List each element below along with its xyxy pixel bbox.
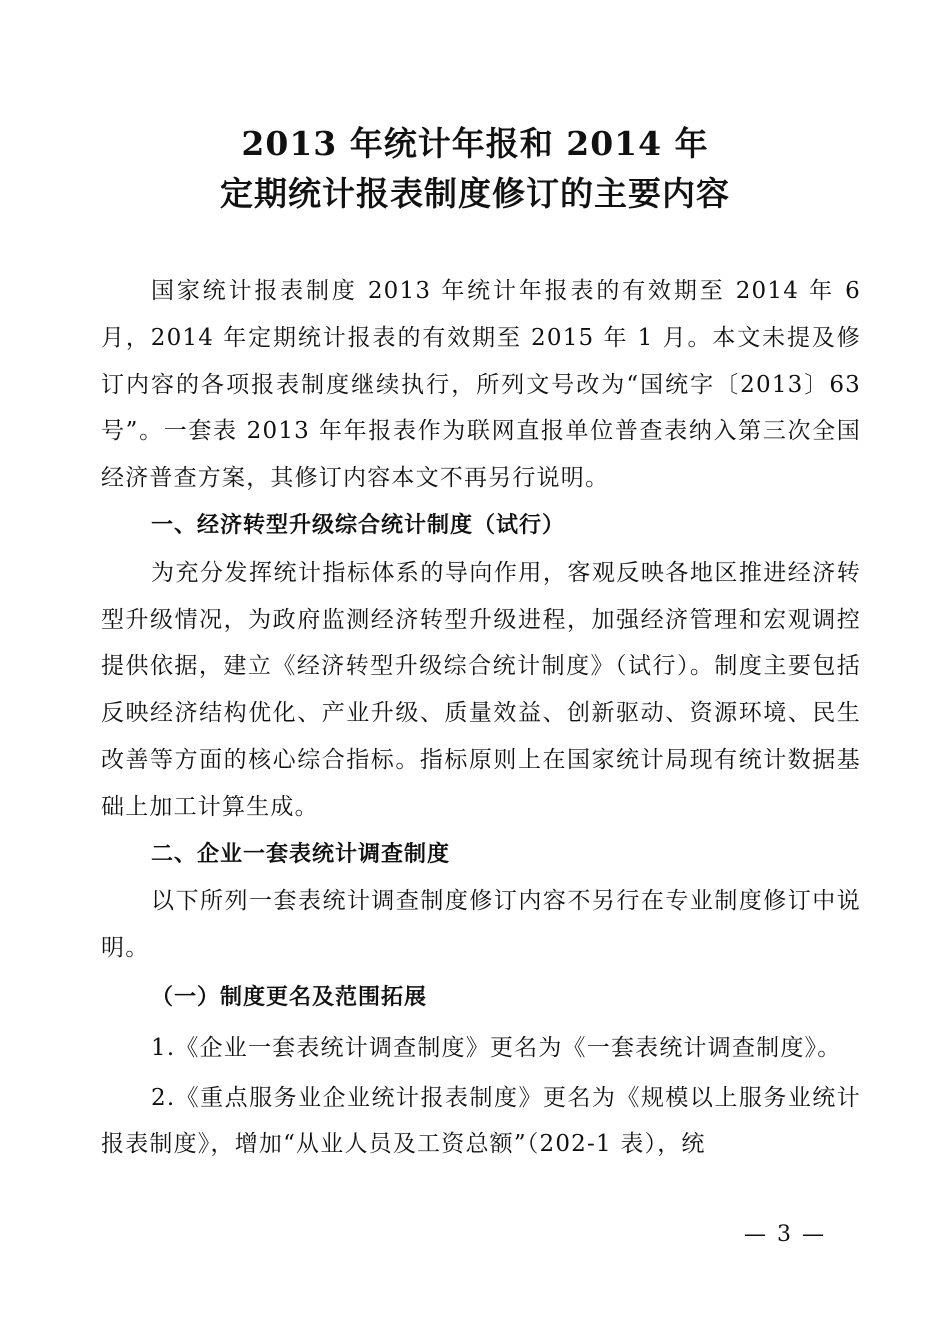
section-1-paragraph: 为充分发挥统计指标体系的导向作用，客观反映各地区推进经济转型升级情况，为政府监测经济转型升级进程，加强经济管理和宏观调控提供依据，建立《经济转型升级综合统计制度》（试行）。制度主要包括反映经济结构优化、产业升级、质量效益、创新驱动、资源环境、民生改善等方面的核心综合指标。指标原则上在国家统计局现有统计数据基础上加工计算生成。: [101, 559, 861, 820]
section-heading-1: 一、经济转型升级综合统计制度（试行）: [151, 512, 566, 538]
list-item-2: 2.《重点服务业企业统计报表制度》更名为《规模以上服务业统计报表制度》，增加“从业人员及工资总额”（202-1 表），统: [101, 1084, 861, 1158]
document-body: [101, 268, 861, 1168]
document-title-line-1: 2013 年统计年报和 2014 年: [241, 124, 709, 163]
subsection-heading-1: （一）制度更名及范围拓展: [151, 984, 428, 1010]
page-number: — 3 —: [744, 1222, 826, 1247]
intro-paragraph: 国家统计报表制度 2013 年统计年报表的有效期至 2014 年 6 月，2014 年定期统计报表的有效期至 2015 年 1 月。本文未提及修订内容的各项报表制度继续执行，所列文号改为“国统字〔2013〕63 号”。一套表 2013 年年报表作为联网直报单位普查表纳入第三次全国经济普查方案，其修订内容本文不再另行说明。: [101, 278, 861, 492]
list-item-1: 1.《企业一套表统计调查制度》更名为《一套表统计调查制度》。: [151, 1034, 842, 1061]
document-title-line-2: 定期统计报表制度修订的主要内容: [220, 174, 730, 213]
section-heading-2: 二、企业一套表统计调查制度: [151, 841, 451, 867]
section-2-paragraph: 以下所列一套表统计调查制度修订内容不另行在专业制度修订中说明。: [101, 888, 861, 962]
